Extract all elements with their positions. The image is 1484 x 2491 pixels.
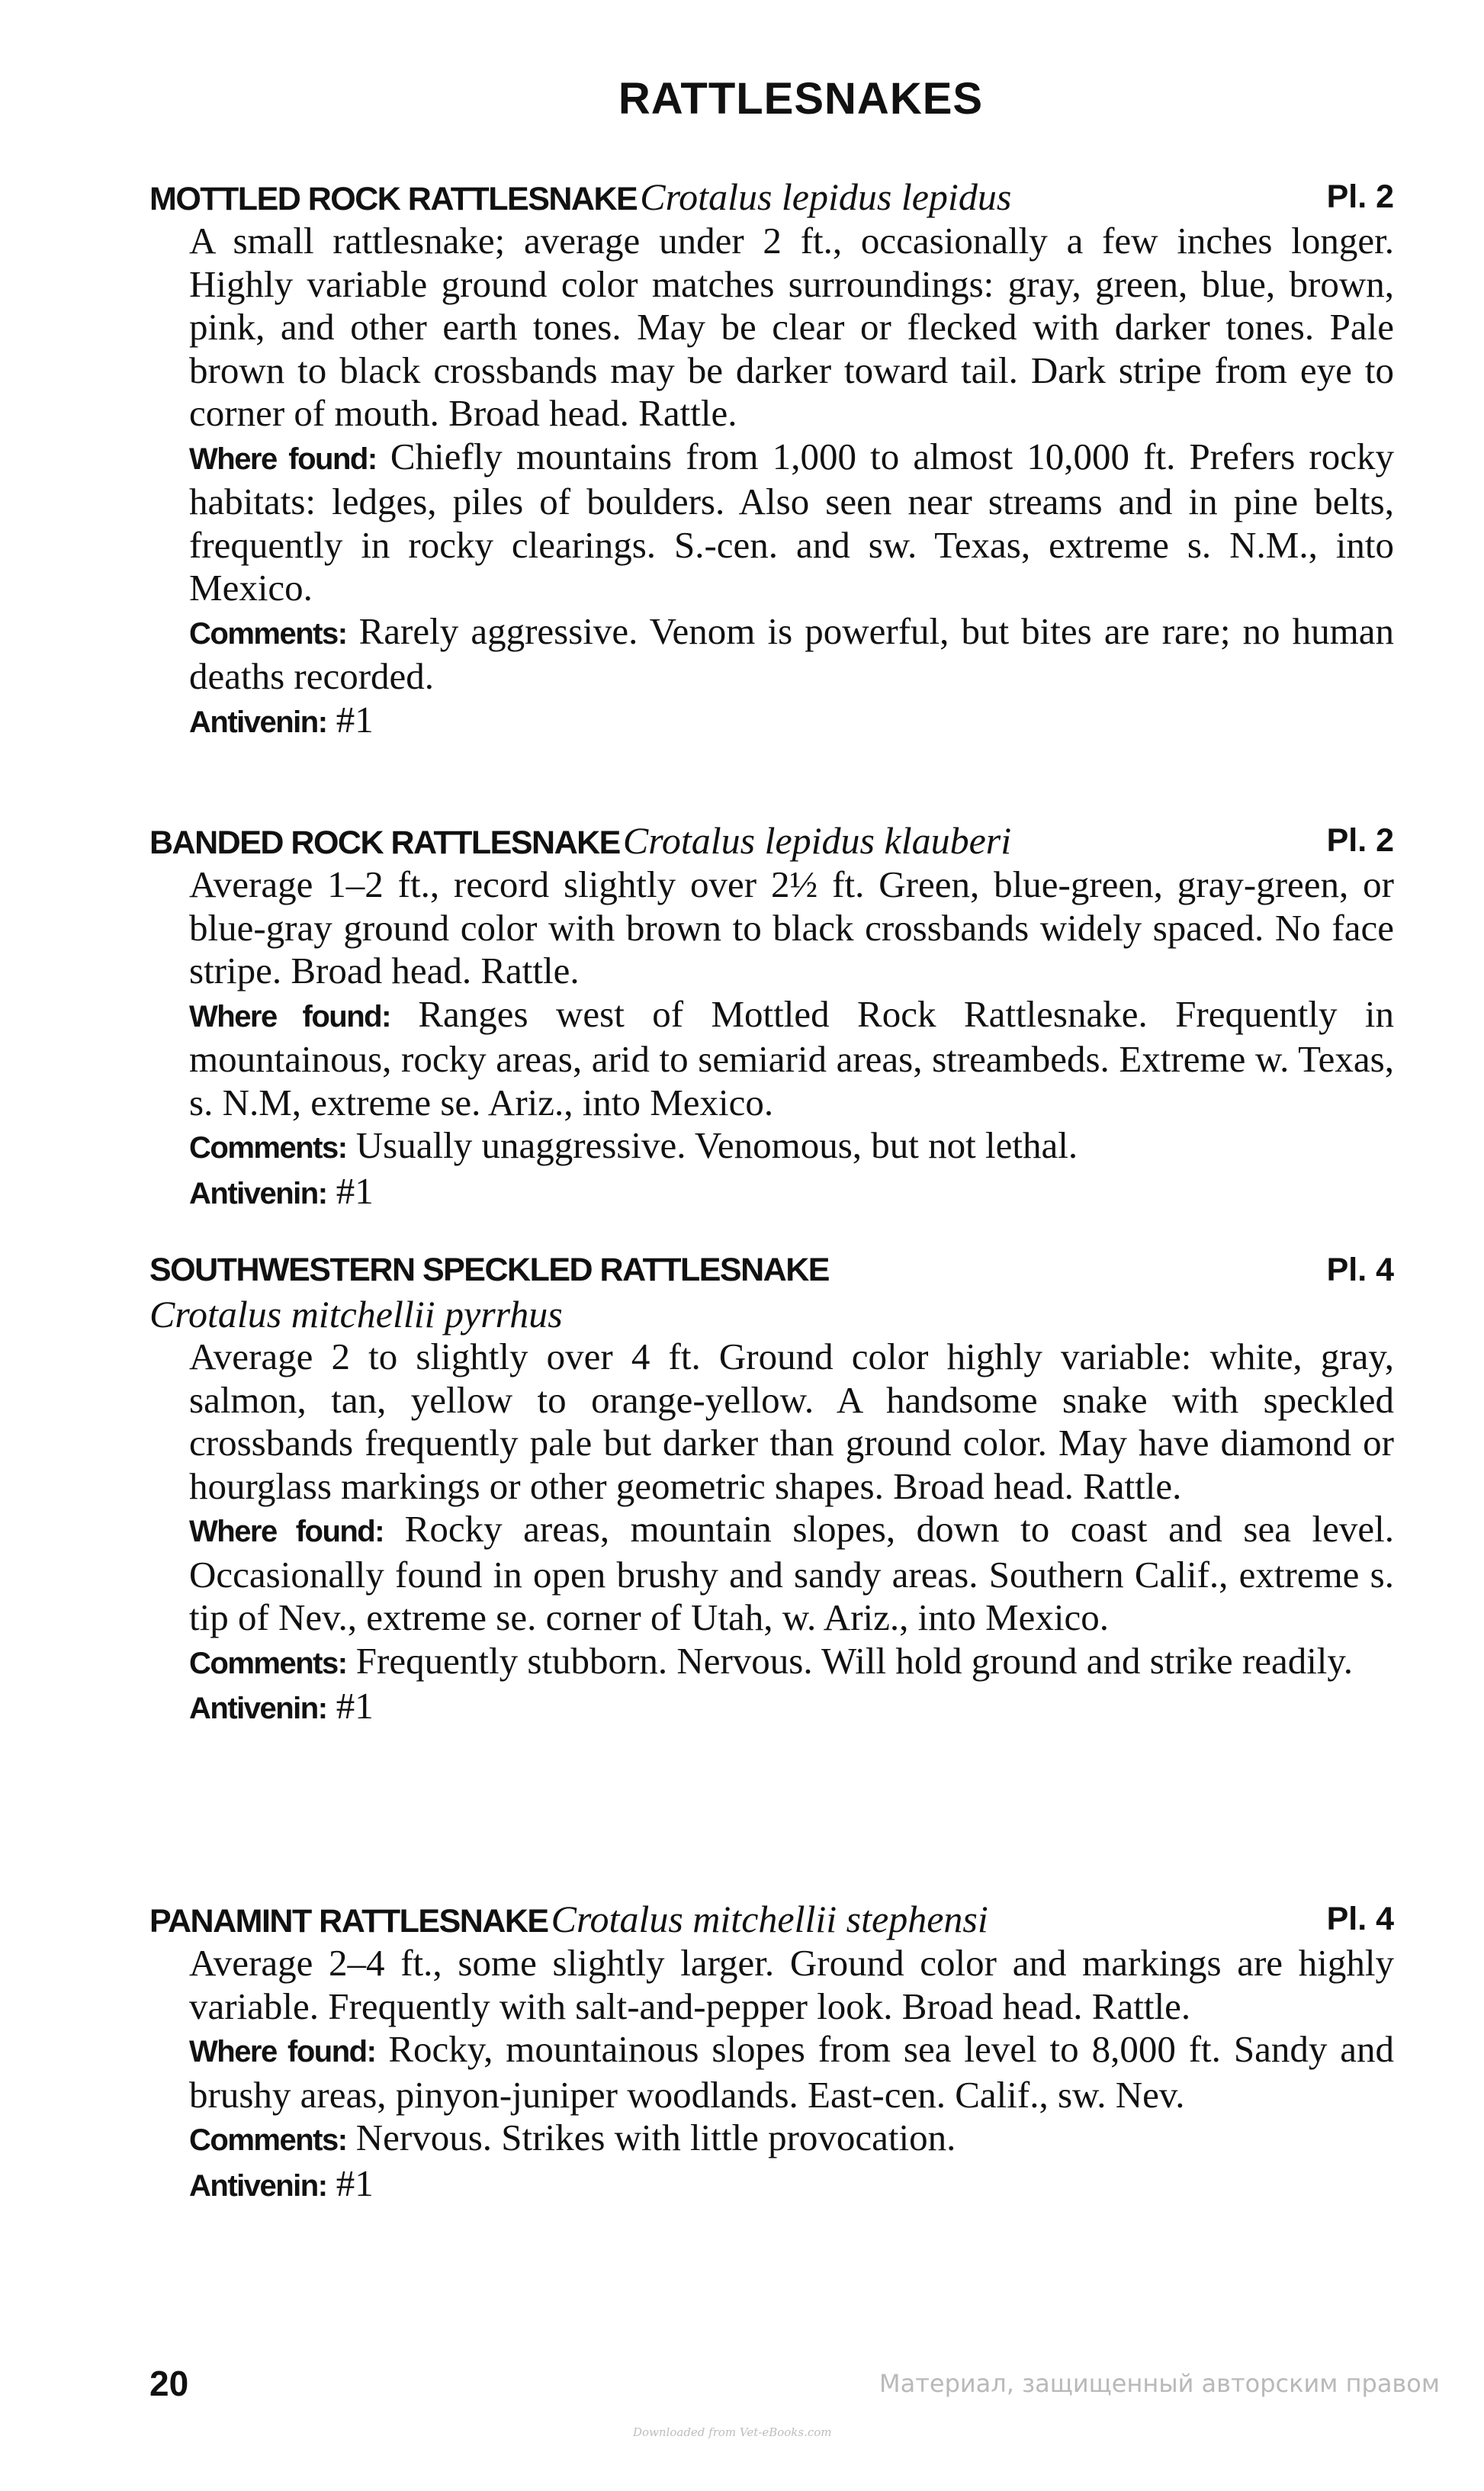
copyright-watermark: Материал, защищенный авторским правом [879, 2369, 1440, 2398]
common-name: BANDED ROCK RATTLESNAKE [149, 824, 620, 861]
plate-reference: Pl. 2 [1326, 178, 1394, 215]
download-note: Downloaded from Vet-eBooks.com [633, 2425, 832, 2439]
species-entry-mottled-rock [149, 174, 1394, 744]
comments [189, 1640, 1394, 1686]
page-title: RATTLESNAKES [618, 74, 984, 124]
entry-heading [149, 174, 1394, 220]
antivenin-value: #1 [336, 1169, 374, 1212]
common-name: PANAMINT RATTLESNAKE [149, 1903, 548, 1940]
description: Average 2 to slightly over 4 ft. Ground color highly variable: white, gray, salmon, tan, yellow to orange-yellow. A handsome snake with speckled crossbands frequently pale but darker than ground color. May have diamond or hourglass markings or other geometric shapes. Broad head. Rattle. [189, 1335, 1394, 1507]
description: A small rattlesnake; average under 2 ft., occasionally a few inches longer. Highly variable ground color matches surroundings: gray, green, blue, brown, pink, and other earth tones. May be clear or flecked with darker tones. Pale brown to black crossbands may be darker toward tail. Dark stripe from eye to corner of mouth. Broad head. Rattle. [189, 220, 1394, 434]
entry-heading [149, 1247, 1394, 1293]
comments-text: Rarely aggressive. Venom is powerful, but bites are rare; no human deaths recorded. [189, 609, 1394, 697]
scientific-name: Crotalus lepidus lepidus [640, 175, 1012, 218]
where-found-text: Chiefly mountains from 1,000 to almost 10,000 ft. Prefers rocky habitats: ledges, piles of boulders. Also seen near streams and in pine belts, frequently in rocky clearings. S.-cen. and sw. Texas, extreme s. N.M., into Mexico. [189, 435, 1394, 609]
where-found [189, 436, 1394, 610]
antivenin [189, 1685, 1394, 1731]
comments [189, 610, 1394, 699]
plate-reference: Pl. 2 [1326, 822, 1394, 859]
antivenin-label: Antivenin: [189, 705, 327, 739]
plate-reference: Pl. 4 [1326, 1252, 1394, 1288]
comments-text: Frequently stubborn. Nervous. Will hold ground and strike readily. [355, 1639, 1353, 1682]
plate-reference: Pl. 4 [1326, 1901, 1394, 1937]
comments-text: Usually unaggressive. Venomous, but not lethal. [355, 1124, 1078, 1166]
where-found-text: Rocky areas, mountain slopes, down to coast and sea level. Occasionally found in open brushy and sandy areas. Southern Calif., extreme s. tip of Nev., extreme se. corner of Utah, w. Ariz., into Mexico. [189, 1508, 1395, 1638]
common-name: MOTTLED ROCK RATTLESNAKE [149, 181, 638, 217]
where-found-label: Where found: [189, 999, 390, 1033]
where-found [189, 1508, 1394, 1640]
page-number: 20 [149, 2364, 189, 2403]
scientific-name: Crotalus mitchellii pyrrhus [149, 1293, 563, 1335]
species-entry-southwestern-speckled [149, 1247, 1394, 1731]
comments-label: Comments: [189, 2123, 347, 2157]
entry-heading [149, 1896, 1394, 1942]
where-found-text: Rocky, mountainous slopes from sea level to 8,000 ft. Sandy and brushy areas, pinyon-juniper woodlands. East-cen. Calif., sw. Nev. [189, 2028, 1394, 2116]
antivenin-value: #1 [336, 698, 374, 741]
scientific-name: Crotalus mitchellii stephensi [551, 1898, 988, 1940]
comments [189, 2117, 1394, 2162]
where-found [189, 993, 1394, 1125]
where-found [189, 2028, 1394, 2117]
species-entry-panamint [149, 1896, 1394, 2207]
antivenin-label: Antivenin: [189, 1176, 327, 1210]
comments-label: Comments: [189, 616, 347, 651]
comments-text: Nervous. Strikes with little provocation. [355, 2117, 956, 2158]
antivenin-label: Antivenin: [189, 1692, 327, 1725]
antivenin [189, 699, 1394, 744]
antivenin-value: #1 [336, 1685, 374, 1727]
common-name: SOUTHWESTERN SPECKLED RATTLESNAKE [149, 1252, 829, 1288]
species-entry-banded-rock [149, 818, 1394, 1215]
antivenin-label: Antivenin: [189, 2168, 327, 2203]
antivenin [189, 1170, 1394, 1216]
scientific-name: Crotalus lepidus klauberi [622, 819, 1012, 862]
description: Average 2–4 ft., some slightly larger. Ground color and markings are highly variable. Frequently with salt-and-pepper look. Broad head. Rattle. [189, 1942, 1394, 2027]
where-found-label: Where found: [189, 442, 377, 476]
antivenin [189, 2162, 1394, 2208]
comments-label: Comments: [189, 1131, 347, 1165]
antivenin-value: #1 [336, 2162, 374, 2204]
comments [189, 1124, 1394, 1170]
description: Average 1–2 ft., record slightly over 2½ ft. Green, blue-green, gray-green, or blue-gray ground color with brown to black crossbands widely spaced. No face stripe. Broad head. Rattle. [189, 863, 1394, 992]
where-found-label: Where found: [189, 1515, 384, 1548]
where-found-text: Ranges west of Mottled Rock Rattlesnake. Frequently in mountainous, rocky areas, arid to semiarid areas, streambeds. Extreme w. Texas, s. N.M, extreme se. Ariz., into Mexico. [189, 992, 1394, 1123]
where-found-label: Where found: [189, 2035, 376, 2068]
entry-heading [149, 818, 1394, 863]
comments-label: Comments: [189, 1646, 347, 1680]
